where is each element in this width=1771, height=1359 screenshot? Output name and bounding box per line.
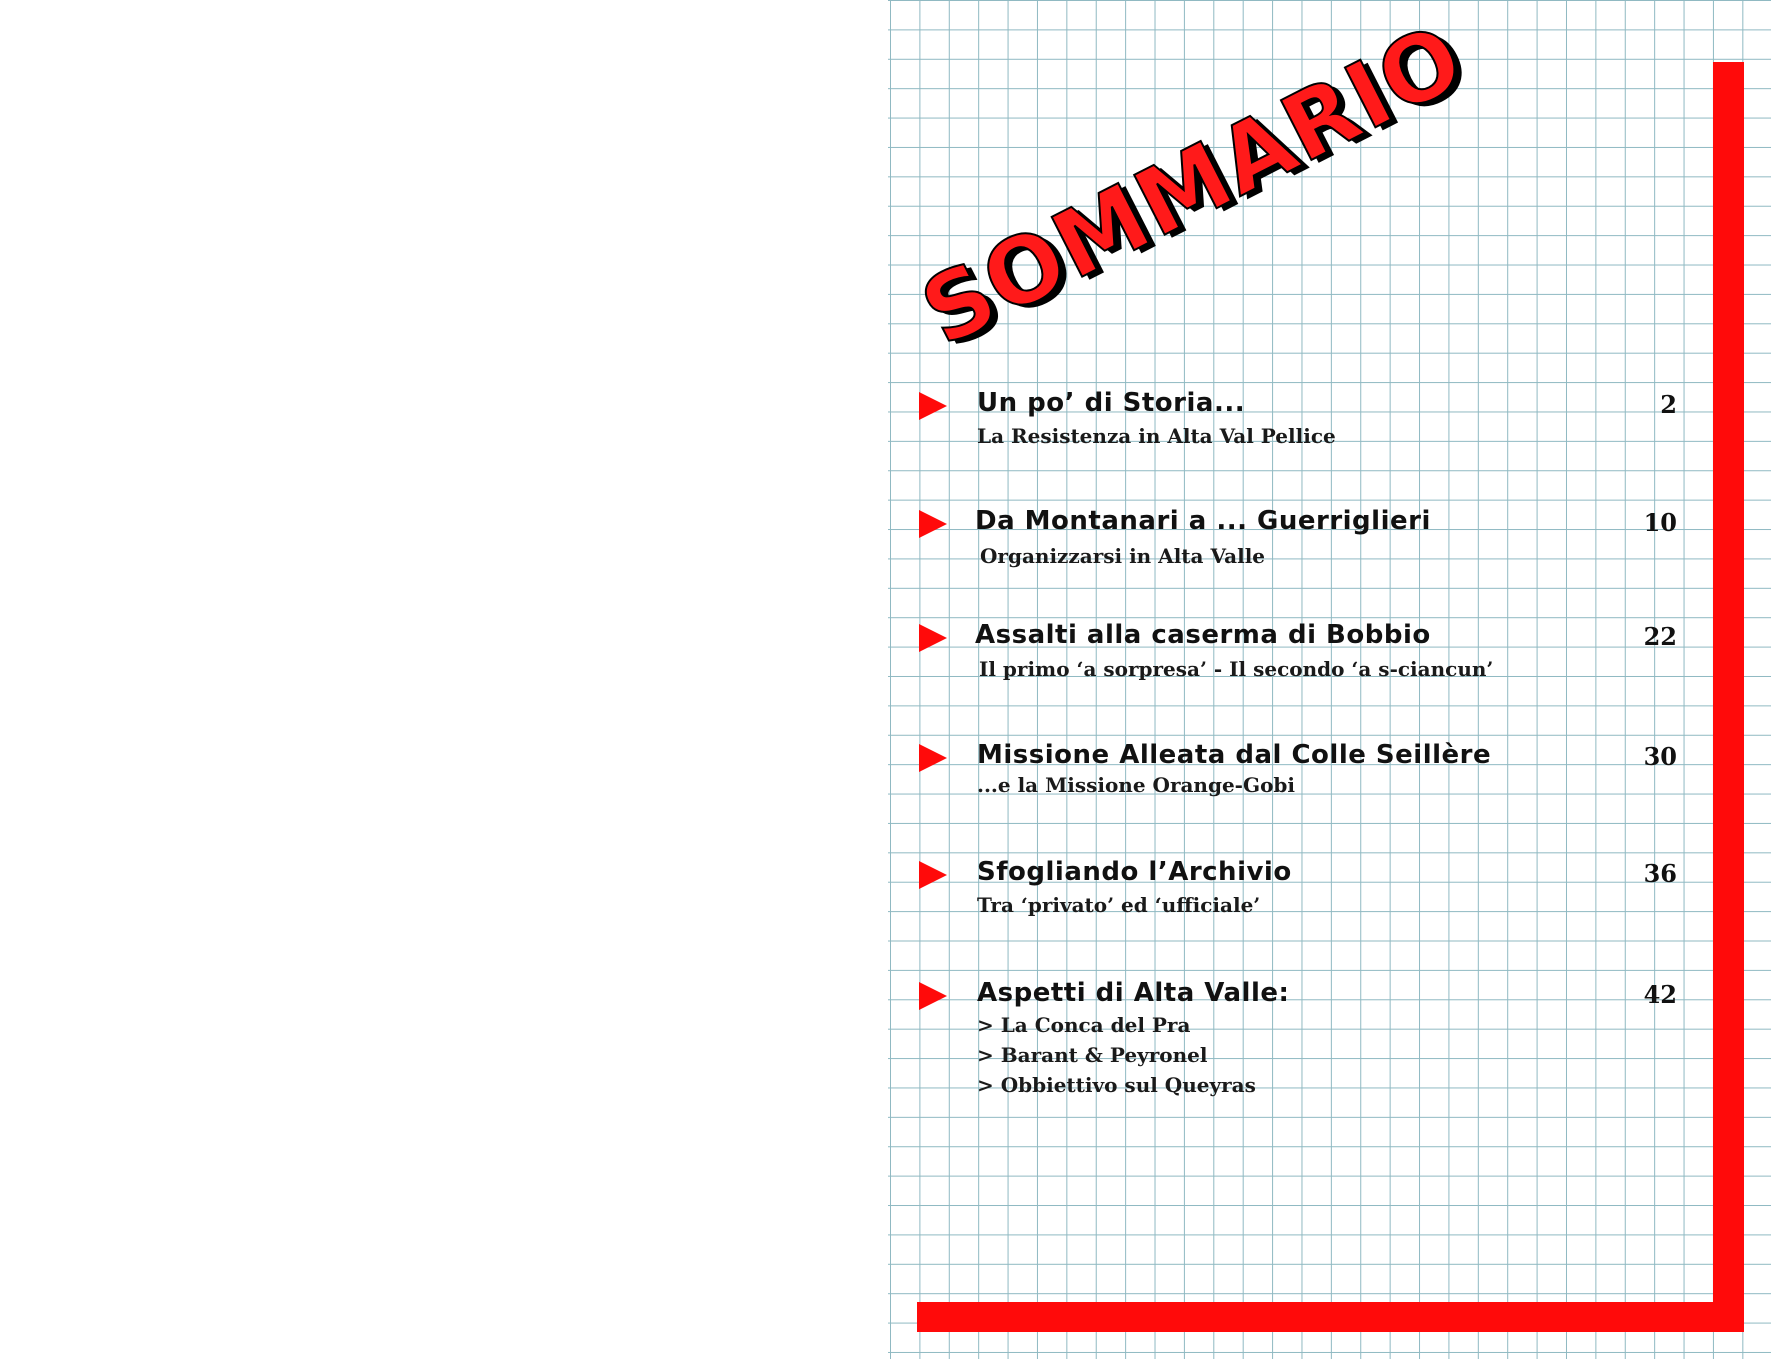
arrow-bullet-icon bbox=[919, 392, 947, 420]
entry-title: Un po’ di Storia... bbox=[977, 388, 1246, 418]
entry-subtitle: Il primo ‘a sorpresa’ - Il secondo ‘a s-ciancun’ bbox=[979, 657, 1494, 681]
entry-subtitle: > Obbiettivo sul Queyras bbox=[977, 1073, 1256, 1097]
arrow-bullet-icon bbox=[919, 744, 947, 772]
red-border-horizontal bbox=[917, 1302, 1744, 1332]
entry-title: Da Montanari a ... Guerriglieri bbox=[975, 506, 1431, 536]
entry-subtitle: ...e la Missione Orange-Gobi bbox=[977, 773, 1295, 797]
entry-page-number: 36 bbox=[1643, 859, 1677, 888]
entry-page-number: 42 bbox=[1643, 980, 1677, 1009]
entry-title: Missione Alleata dal Colle Seillère bbox=[977, 740, 1492, 770]
entry-title: Aspetti di Alta Valle: bbox=[977, 978, 1290, 1008]
entry-title: Sfogliando l’Archivio bbox=[977, 857, 1292, 887]
arrow-bullet-icon bbox=[919, 624, 947, 652]
arrow-bullet-icon bbox=[919, 982, 947, 1010]
entry-page-number: 2 bbox=[1660, 390, 1677, 419]
red-border-vertical bbox=[1713, 62, 1744, 1332]
arrow-bullet-icon bbox=[919, 861, 947, 889]
entry-subtitle: > Barant & Peyronel bbox=[977, 1043, 1208, 1067]
entry-subtitle: > La Conca del Pra bbox=[977, 1013, 1191, 1037]
entry-title: Assalti alla caserma di Bobbio bbox=[975, 620, 1431, 650]
entry-subtitle: Organizzarsi in Alta Valle bbox=[980, 544, 1266, 568]
entry-page-number: 30 bbox=[1643, 742, 1677, 771]
arrow-bullet-icon bbox=[919, 510, 947, 538]
entry-page-number: 10 bbox=[1643, 508, 1677, 537]
entry-page-number: 22 bbox=[1643, 622, 1677, 651]
entry-subtitle: La Resistenza in Alta Val Pellice bbox=[977, 424, 1336, 448]
page-title: SOMMARIO bbox=[905, 3, 1480, 367]
entry-subtitle: Tra ‘privato’ ed ‘ufficiale’ bbox=[977, 893, 1261, 917]
